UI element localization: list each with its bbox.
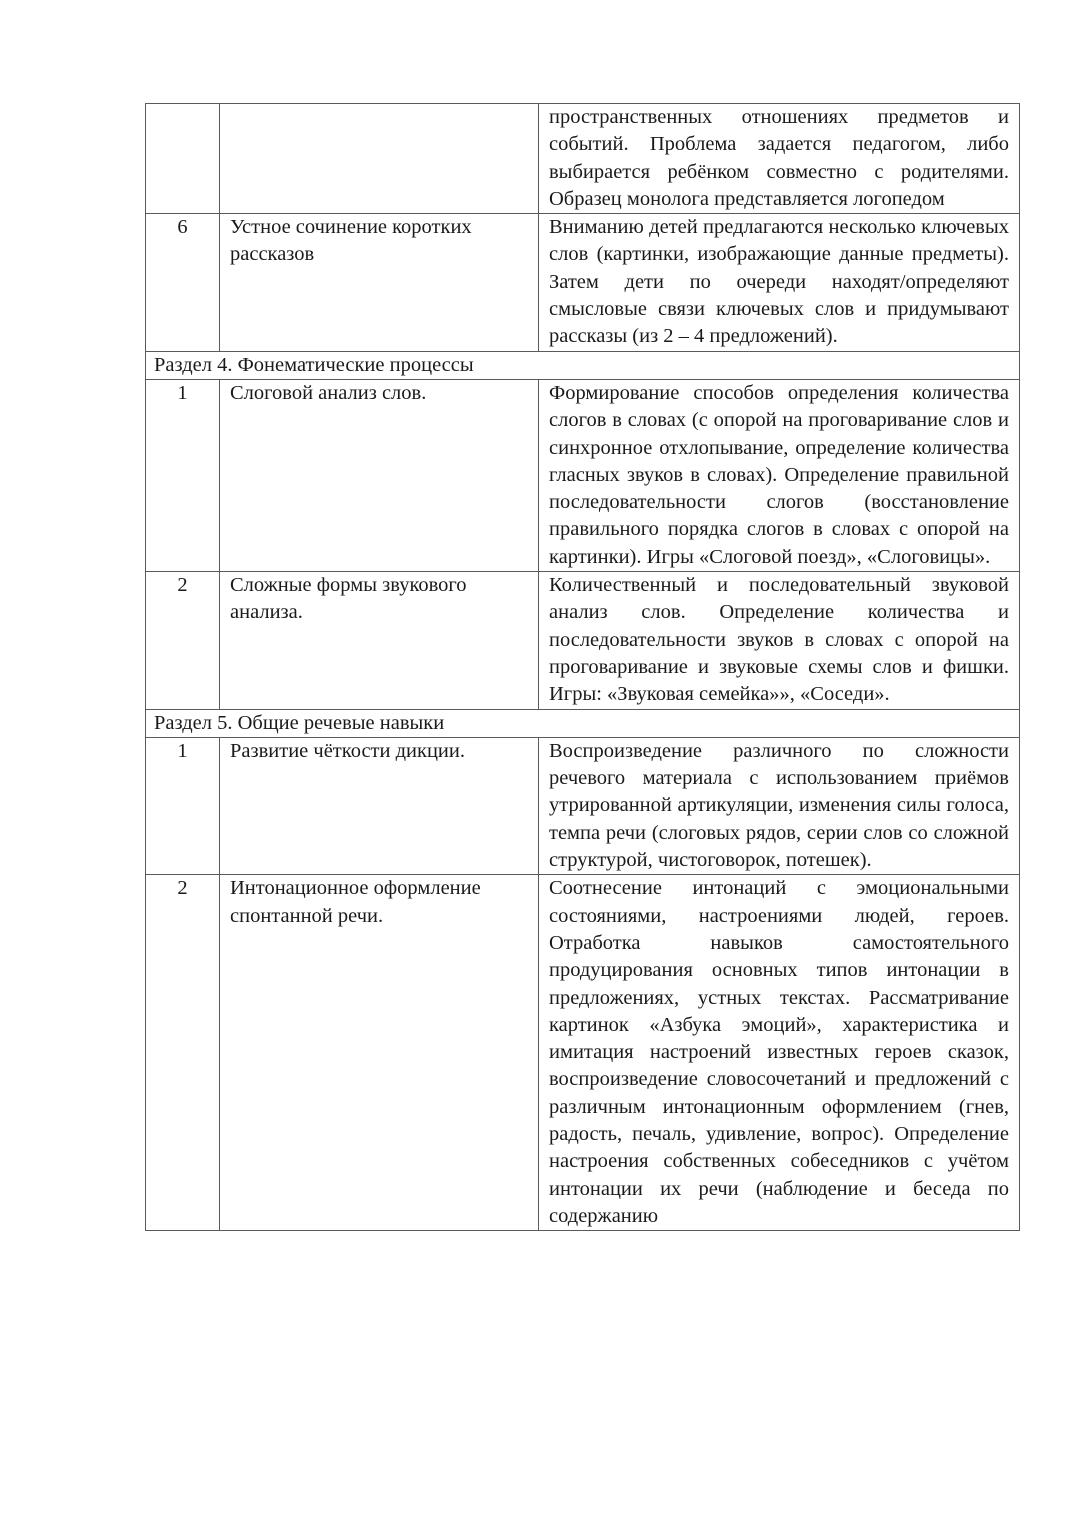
row-description: Вниманию детей предлагаются несколько ключевых слов (картинки, изображающие данные предметы). Затем дети по очереди находят/определяют смысловые связи ключевых слов и придумывают рассказы (из 2 – 4 предложений).	[539, 214, 1020, 351]
table-row	[146, 572, 1020, 709]
table-row	[146, 875, 1020, 1231]
row-description: Воспроизведение различного по сложности речевого материала с использованием приёмов утрированной артикуляции, изменения силы голоса, темпа речи (слоговых рядов, серии слов со сложной структурой, чистоговорок, потешек).	[539, 737, 1020, 874]
row-number: 2	[146, 875, 220, 1231]
row-topic: Слоговой анализ слов.	[220, 379, 539, 571]
table-row	[146, 214, 1020, 351]
row-description: Формирование способов определения количества слогов в словах (с опорой на проговаривание слов и синхронное отхлопывание, определение количества гласных звуков в словах). Определение правильной последовательности слогов (восстановление правильного порядка слогов в словах с опорой на картинки). Игры «Слоговой поезд», «Слоговицы».	[539, 379, 1020, 571]
row-topic: Интонационное оформление спонтанной речи.	[220, 875, 539, 1231]
table-row	[146, 104, 1020, 214]
table-row	[146, 379, 1020, 571]
row-number: 2	[146, 572, 220, 709]
section-title: Раздел 4. Фонематические процессы	[146, 351, 1020, 379]
row-description: Соотнесение интонаций с эмоциональными состояниями, настроениями людей, героев. Отработка навыков самостоятельного продуцирования основных типов интонации в предложениях, устных текстах. Рассматривание картинок «Азбука эмоций», характеристика и имитация настроений известных героев сказок, воспроизведение словосочетаний и предложений с различным интонационным оформлением (гнев, радость, печаль, удивление, вопрос). Определение настроения собственных собеседников с учётом интонации их речи (наблюдение и беседа по содержанию	[539, 875, 1020, 1231]
row-number: 1	[146, 737, 220, 874]
program-table-body	[146, 104, 1020, 1231]
row-description: Количественный и последовательный звуковой анализ слов. Определение количества и последовательности звуков в словах с опорой на проговаривание и звуковые схемы слов и фишки. Игры: «Звуковая семейка»», «Соседи».	[539, 572, 1020, 709]
row-number	[146, 104, 220, 214]
row-topic: Устное сочинение коротких рассказов	[220, 214, 539, 351]
row-number: 6	[146, 214, 220, 351]
table-row	[146, 737, 1020, 874]
row-topic	[220, 104, 539, 214]
row-description: пространственных отношениях предметов и событий. Проблема задается педагогом, либо выбирается ребёнком совместно с родителями. Образец монолога представляется логопедом	[539, 104, 1020, 214]
section-header-row	[146, 709, 1020, 737]
program-table	[145, 103, 1020, 1231]
row-topic: Развитие чёткости дикции.	[220, 737, 539, 874]
section-header-row	[146, 351, 1020, 379]
row-number: 1	[146, 379, 220, 571]
section-title: Раздел 5. Общие речевые навыки	[146, 709, 1020, 737]
row-topic: Сложные формы звукового анализа.	[220, 572, 539, 709]
